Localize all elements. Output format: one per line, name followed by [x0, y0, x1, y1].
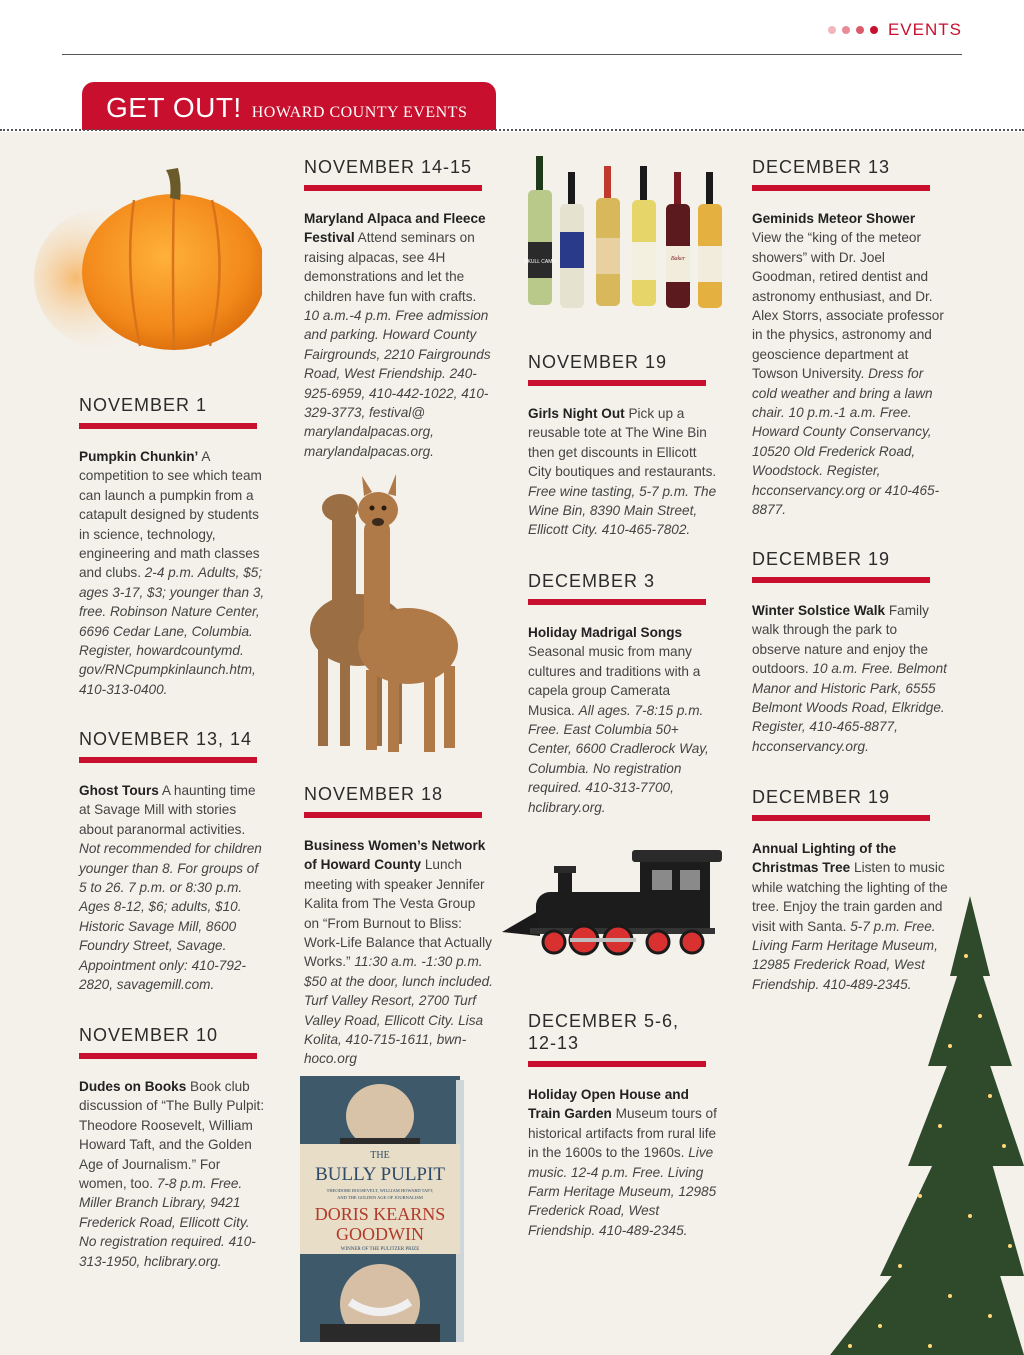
event-date: NOVEMBER 18	[304, 783, 482, 818]
event-december-3	[528, 570, 718, 817]
event-description: Lunch meeting with speaker Jennifer Kalita from The Vesta Group on “From Burnout to Bliss: Work-Life Balance that Actually Works.”	[304, 857, 492, 970]
event-date: DECEMBER 3	[528, 570, 706, 605]
section-label: EVENTS	[887, 20, 962, 39]
book-the: THE	[370, 1150, 390, 1161]
event-title: Business Women’s Network of Howard County	[304, 838, 486, 873]
event-body	[528, 404, 718, 540]
event-details: Live music. 12-4 p.m. Free. Living Farm Heritage Museum, 12985 Frederick Road, West Friendship. 410-489-2345.	[528, 1145, 717, 1238]
event-date: NOVEMBER 19	[528, 351, 706, 386]
event-description: A haunting time at Savage Mill with stories about paranormal activities.	[79, 783, 256, 837]
event-date: NOVEMBER 1	[79, 394, 257, 429]
book-subtitle-line1: THEODORE ROOSEVELT, WILLIAM HOWARD TAFT,	[326, 1188, 434, 1193]
event-december-5-6-12-13	[528, 1010, 718, 1240]
event-body	[752, 601, 948, 756]
event-december-13	[752, 156, 948, 520]
event-date: NOVEMBER 10	[79, 1024, 257, 1059]
event-details: All ages. 7-8:15 p.m. Free. East Columbia 50+ Center, 6600 Cradlerock Way, Columbia. No registration required. 410-313-7700, hclibrary.org.	[528, 702, 709, 815]
event-description: Family walk through the park to observe nature and enjoy the outdoors.	[752, 603, 929, 677]
event-title: Girls Night Out	[528, 406, 625, 421]
event-description: A competition to see which team can launch a pumpkin from a catapult designed by students in science, technology, engineering and math classes and clubs.	[79, 449, 262, 581]
event-body	[79, 781, 269, 994]
event-november-14-15	[304, 156, 494, 461]
event-title: Annual Lighting of the Christmas Tree	[752, 841, 897, 876]
event-date: DECEMBER 19	[752, 786, 930, 821]
wine-label: Baker	[670, 256, 686, 262]
alpaca-image	[292, 470, 472, 756]
event-body	[528, 1085, 718, 1240]
event-title: Holiday Madrigal Songs	[528, 625, 683, 640]
event-body	[528, 623, 718, 817]
event-november-1	[79, 394, 269, 699]
event-title: Winter Solstice Walk	[752, 603, 886, 618]
event-details: 5-7 p.m. Free. Living Farm Heritage Museum, 12985 Frederick Road, West Friendship. 410-489-2345.	[752, 918, 938, 992]
dotted-divider	[0, 129, 1024, 131]
event-title: Maryland Alpaca and Fleece Festival	[304, 211, 486, 246]
event-date: DECEMBER 5-6, 12-13	[528, 1010, 706, 1067]
book-author-line1: DORIS KEARNS	[314, 1204, 446, 1224]
section-dot	[856, 26, 864, 34]
event-date: DECEMBER 13	[752, 156, 930, 191]
event-body	[79, 447, 269, 699]
event-body	[752, 839, 952, 994]
event-date: NOVEMBER 13, 14	[79, 728, 257, 763]
event-body	[79, 1077, 269, 1271]
section-dot	[842, 26, 850, 34]
event-body	[304, 209, 494, 461]
event-description: Listen to music while watching the lighting of the tree. Enjoy the train garden and visit with Santa.	[752, 860, 948, 934]
event-title: Holiday Open House and Train Garden	[528, 1087, 689, 1122]
event-december-19-tree-lighting	[752, 786, 952, 994]
event-description: View the “king of the meteor showers” with Dr. Joel Goodman, retired dentist and astronomy enthusiast, and Dr. Alex Storrs, associate professor in the physics, astronomy and geoscience department at Towson University.	[752, 230, 944, 382]
event-details: 10 a.m. Free. Belmont Manor and Historic Park, 6555 Belmont Woods Road, Elkridge. Register, 410-465-8877, hcconservancy.org.	[752, 661, 947, 754]
event-details: 7-8 p.m. Free. Miller Branch Library, 9421 Frederick Road, Ellicott City. No registration required. 410-313-1950, hclibrary.org.	[79, 1176, 256, 1269]
event-date: NOVEMBER 14-15	[304, 156, 482, 191]
event-details: Dress for cold weather and bring a lawn chair. 10 p.m.-1 a.m. Free. Howard County Conservancy, 10520 Old Frederick Road, Woodstock. Register, hcconservancy.org or 410-465-8877.	[752, 366, 940, 518]
book-award: WINNER OF THE PULITZER PRIZE	[340, 1247, 420, 1252]
section-dot	[870, 26, 878, 34]
event-body	[752, 209, 948, 520]
event-november-18	[304, 783, 494, 1069]
wine-label: SKULL CAMP	[524, 259, 556, 265]
event-description: Pick up a reusable tote at The Wine Bin then get discounts in Ellicott City boutiques and restaurants.	[528, 406, 717, 480]
page-banner	[82, 82, 496, 130]
event-title: Geminids Meteor Shower	[752, 211, 916, 226]
event-title: Dudes on Books	[79, 1079, 187, 1094]
event-description: Book club discussion of “The Bully Pulpit: Theodore Roosevelt, William Howard Taft, and the Golden Age of Journalism.” For women, too.	[79, 1079, 265, 1192]
event-november-19	[528, 351, 718, 540]
event-body	[304, 836, 494, 1069]
event-title: Ghost Tours	[79, 783, 159, 798]
event-details: Free wine tasting, 5-7 p.m. The Wine Bin, 8390 Main Street, Ellicott City. 410-465-7802.	[528, 483, 717, 538]
wine-bottles-image	[524, 150, 724, 315]
book-author-line2: GOODWIN	[336, 1224, 424, 1244]
header-rule	[62, 54, 962, 55]
event-details: Not recommended for children younger than 8. For groups of 5 to 26. 7 p.m. or 8:30 p.m. Ages 8-12, $6; adults, $10. Historic Savage Mill, 8600 Foundry Street, Savage. Appointment only: 410-792-2820, savagemill.com.	[79, 841, 262, 993]
book-title: BULLY PULPIT	[315, 1164, 445, 1185]
section-dot	[828, 26, 836, 34]
event-title: Pumpkin Chunkin’	[79, 449, 199, 464]
book-cover-image	[300, 1076, 464, 1342]
pumpkin-image	[34, 160, 262, 370]
event-date: DECEMBER 19	[752, 548, 930, 583]
event-description: Museum tours of historical artifacts from rural life in the 1600s to the 1960s.	[528, 1106, 717, 1161]
banner-title: GET OUT!	[106, 92, 242, 123]
event-november-13-14	[79, 728, 269, 994]
train-image	[500, 840, 725, 960]
event-details: 10 a.m.-4 p.m. Free admission and parking. Howard County Fairgrounds, 2210 Fairgrounds Road, West Friendship. 240-925-6959, 410-442-1022, 410-329-3773, festival@ marylandalpacas.org, marylandalpacas.org.	[304, 308, 491, 459]
event-details: 11:30 a.m. -1:30 p.m. $50 at the door, lunch included. Turf Valley Resort, 2700 Turf Valley Road, Ellicott City. Lisa Kolita, 410-715-1611, bwn-hoco.org	[304, 954, 493, 1067]
event-description: Seasonal music from many cultures and traditions with a capela group Camerata Musica.	[528, 644, 701, 718]
event-details: 2-4 p.m. Adults, $5; ages 3-17, $3; younger than 3, free. Robinson Nature Center, 6696 Cedar Lane, Columbia. Register, howardcountymd. gov/RNCpumpkinlaunch.htm, 410-313-0400.	[79, 565, 265, 697]
banner-subtitle: HOWARD COUNTY EVENTS	[251, 104, 468, 121]
event-december-19-solstice	[752, 548, 948, 756]
book-subtitle-line2: AND THE GOLDEN AGE OF JOURNALISM	[337, 1195, 423, 1200]
section-tag	[828, 20, 962, 40]
event-description: Attend seminars on raising alpacas, see 4H demonstrations and let the children have fun with crafts.	[304, 230, 477, 304]
event-november-10	[79, 1024, 269, 1271]
